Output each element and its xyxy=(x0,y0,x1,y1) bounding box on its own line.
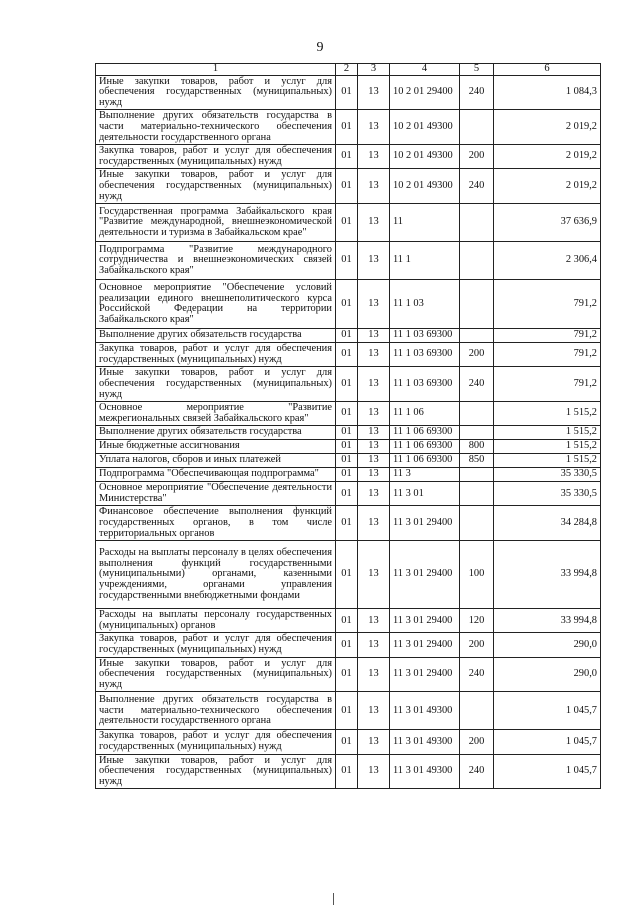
row-name-cell: Закупка товаров, работ и услуг для обеспечения государственных (муниципальных) нужд xyxy=(96,145,336,169)
row-name-cell: Иные закупки товаров, работ и услуг для обеспечения государственных (муниципальных) нужд xyxy=(96,754,336,789)
amount-cell: 1 084,3 xyxy=(494,75,601,110)
section-code-cell: 01 xyxy=(336,426,358,440)
row-name-cell: Выполнение других обязательств государства в части материально-технического обеспечения деятельности государственного органа xyxy=(96,110,336,145)
expense-type-cell xyxy=(460,110,494,145)
subsection-code-cell: 13 xyxy=(358,169,390,204)
table-row xyxy=(96,506,601,541)
column-header-section: 2 xyxy=(336,64,358,76)
target-article-cell: 11 1 03 69300 xyxy=(390,329,460,343)
target-article-cell: 11 xyxy=(390,204,460,242)
table-row xyxy=(96,633,601,657)
column-header-expense-type: 5 xyxy=(460,64,494,76)
subsection-code-cell: 13 xyxy=(358,468,390,482)
section-code-cell: 01 xyxy=(336,280,358,329)
section-code-cell: 01 xyxy=(336,329,358,343)
amount-cell: 1 045,7 xyxy=(494,754,601,789)
expense-type-cell xyxy=(460,280,494,329)
column-header-subsection: 3 xyxy=(358,64,390,76)
section-code-cell: 01 xyxy=(336,657,358,692)
row-name-cell: Выполнение других обязательств государства в части материально-технического обеспечения деятельности государственного органа xyxy=(96,692,336,730)
table-row xyxy=(96,730,601,754)
table-header-row xyxy=(96,64,601,76)
subsection-code-cell: 13 xyxy=(358,482,390,506)
subsection-code-cell: 13 xyxy=(358,426,390,440)
table-row xyxy=(96,75,601,110)
section-code-cell: 01 xyxy=(336,75,358,110)
expense-type-cell xyxy=(460,482,494,506)
subsection-code-cell: 13 xyxy=(358,204,390,242)
subsection-code-cell: 13 xyxy=(358,367,390,402)
column-header-name: 1 xyxy=(96,64,336,76)
section-code-cell: 01 xyxy=(336,110,358,145)
expense-type-cell: 240 xyxy=(460,75,494,110)
amount-cell: 2 019,2 xyxy=(494,145,601,169)
section-code-cell: 01 xyxy=(336,145,358,169)
subsection-code-cell: 13 xyxy=(358,541,390,609)
target-article-cell: 11 1 03 69300 xyxy=(390,367,460,402)
row-name-cell: Расходы на выплаты персоналу в целях обеспечения выполнения функций государственными (муниципальными) органами, казенными учреждениями, органами управления государственными внебюджетными фондами xyxy=(96,541,336,609)
table-row xyxy=(96,329,601,343)
expense-type-cell xyxy=(460,426,494,440)
row-name-cell: Финансовое обеспечение выполнения функций государственных органов, в том числе территориальных органов xyxy=(96,506,336,541)
table-row xyxy=(96,280,601,329)
section-code-cell: 01 xyxy=(336,242,358,280)
expense-type-cell: 200 xyxy=(460,145,494,169)
row-name-cell: Иные закупки товаров, работ и услуг для обеспечения государственных (муниципальных) нужд xyxy=(96,169,336,204)
row-name-cell: Расходы на выплаты персоналу государственных (муниципальных) органов xyxy=(96,609,336,633)
expense-type-cell xyxy=(460,468,494,482)
section-code-cell: 01 xyxy=(336,440,358,454)
page-number: 9 xyxy=(316,40,324,55)
section-code-cell: 01 xyxy=(336,692,358,730)
table-row xyxy=(96,657,601,692)
expense-type-cell: 850 xyxy=(460,454,494,468)
expense-type-cell xyxy=(460,506,494,541)
target-article-cell: 11 1 06 69300 xyxy=(390,440,460,454)
target-article-cell: 11 1 06 69300 xyxy=(390,426,460,440)
table-row xyxy=(96,454,601,468)
expense-type-cell: 800 xyxy=(460,440,494,454)
section-code-cell: 01 xyxy=(336,730,358,754)
expense-type-cell: 240 xyxy=(460,169,494,204)
row-name-cell: Подпрограмма "Обеспечивающая подпрограмма" xyxy=(96,468,336,482)
expense-type-cell xyxy=(460,204,494,242)
target-article-cell: 11 3 xyxy=(390,468,460,482)
target-article-cell: 11 3 01 29400 xyxy=(390,633,460,657)
table-row xyxy=(96,367,601,402)
subsection-code-cell: 13 xyxy=(358,454,390,468)
subsection-code-cell: 13 xyxy=(358,343,390,367)
expense-type-cell xyxy=(460,402,494,426)
section-code-cell: 01 xyxy=(336,754,358,789)
expense-type-cell: 240 xyxy=(460,754,494,789)
row-name-cell: Закупка товаров, работ и услуг для обеспечения государственных (муниципальных) нужд xyxy=(96,343,336,367)
subsection-code-cell: 13 xyxy=(358,242,390,280)
target-article-cell: 11 3 01 49300 xyxy=(390,730,460,754)
amount-cell: 290,0 xyxy=(494,633,601,657)
target-article-cell: 10 2 01 29400 xyxy=(390,75,460,110)
subsection-code-cell: 13 xyxy=(358,110,390,145)
amount-cell: 37 636,9 xyxy=(494,204,601,242)
target-article-cell: 11 1 06 xyxy=(390,402,460,426)
target-article-cell: 11 3 01 49300 xyxy=(390,754,460,789)
table-row xyxy=(96,110,601,145)
row-name-cell: Подпрограмма "Развитие международного сотрудничества и внешнеэкономических связей Забайкальского края" xyxy=(96,242,336,280)
amount-cell: 35 330,5 xyxy=(494,468,601,482)
amount-cell: 791,2 xyxy=(494,343,601,367)
row-name-cell: Выполнение других обязательств государства xyxy=(96,426,336,440)
subsection-code-cell: 13 xyxy=(358,145,390,169)
section-code-cell: 01 xyxy=(336,609,358,633)
section-code-cell: 01 xyxy=(336,482,358,506)
target-article-cell: 10 2 01 49300 xyxy=(390,145,460,169)
subsection-code-cell: 13 xyxy=(358,692,390,730)
row-name-cell: Иные бюджетные ассигнования xyxy=(96,440,336,454)
table-row xyxy=(96,204,601,242)
target-article-cell: 11 3 01 xyxy=(390,482,460,506)
amount-cell: 791,2 xyxy=(494,280,601,329)
amount-cell: 290,0 xyxy=(494,657,601,692)
subsection-code-cell: 13 xyxy=(358,75,390,110)
amount-cell: 33 994,8 xyxy=(494,541,601,609)
section-code-cell: 01 xyxy=(336,402,358,426)
expense-type-cell: 100 xyxy=(460,541,494,609)
expense-type-cell: 200 xyxy=(460,343,494,367)
target-article-cell: 11 1 03 xyxy=(390,280,460,329)
table-row xyxy=(96,242,601,280)
subsection-code-cell: 13 xyxy=(358,657,390,692)
subsection-code-cell: 13 xyxy=(358,633,390,657)
row-name-cell: Уплата налогов, сборов и иных платежей xyxy=(96,454,336,468)
section-code-cell: 01 xyxy=(336,169,358,204)
binding-mark xyxy=(333,893,334,905)
expense-type-cell: 240 xyxy=(460,657,494,692)
table-row xyxy=(96,402,601,426)
row-name-cell: Основное мероприятие "Обеспечение деятельности Министерства" xyxy=(96,482,336,506)
subsection-code-cell: 13 xyxy=(358,440,390,454)
amount-cell: 2 019,2 xyxy=(494,110,601,145)
table-row xyxy=(96,482,601,506)
subsection-code-cell: 13 xyxy=(358,506,390,541)
row-name-cell: Иные закупки товаров, работ и услуг для обеспечения государственных (муниципальных) нужд xyxy=(96,367,336,402)
column-header-amount: 6 xyxy=(494,64,601,76)
section-code-cell: 01 xyxy=(336,343,358,367)
amount-cell: 1 515,2 xyxy=(494,426,601,440)
expense-type-cell xyxy=(460,692,494,730)
section-code-cell: 01 xyxy=(336,633,358,657)
table-row xyxy=(96,692,601,730)
row-name-cell: Иные закупки товаров, работ и услуг для обеспечения государственных (муниципальных) нужд xyxy=(96,657,336,692)
section-code-cell: 01 xyxy=(336,468,358,482)
section-code-cell: 01 xyxy=(336,204,358,242)
section-code-cell: 01 xyxy=(336,367,358,402)
amount-cell: 1 515,2 xyxy=(494,440,601,454)
expense-type-cell: 200 xyxy=(460,633,494,657)
table-row xyxy=(96,541,601,609)
amount-cell: 1 045,7 xyxy=(494,692,601,730)
amount-cell: 1 515,2 xyxy=(494,402,601,426)
expense-type-cell: 120 xyxy=(460,609,494,633)
row-name-cell: Основное мероприятие "Развитие межрегиональных связей Забайкальского края" xyxy=(96,402,336,426)
subsection-code-cell: 13 xyxy=(358,280,390,329)
subsection-code-cell: 13 xyxy=(358,730,390,754)
amount-cell: 1 045,7 xyxy=(494,730,601,754)
target-article-cell: 11 3 01 29400 xyxy=(390,506,460,541)
column-header-target-article: 4 xyxy=(390,64,460,76)
target-article-cell: 11 3 01 29400 xyxy=(390,657,460,692)
target-article-cell: 11 1 06 69300 xyxy=(390,454,460,468)
subsection-code-cell: 13 xyxy=(358,329,390,343)
amount-cell: 35 330,5 xyxy=(494,482,601,506)
subsection-code-cell: 13 xyxy=(358,754,390,789)
target-article-cell: 10 2 01 49300 xyxy=(390,110,460,145)
target-article-cell: 11 3 01 29400 xyxy=(390,609,460,633)
table-row xyxy=(96,440,601,454)
table-row xyxy=(96,145,601,169)
row-name-cell: Иные закупки товаров, работ и услуг для обеспечения государственных (муниципальных) нужд xyxy=(96,75,336,110)
row-name-cell: Закупка товаров, работ и услуг для обеспечения государственных (муниципальных) нужд xyxy=(96,633,336,657)
amount-cell: 791,2 xyxy=(494,367,601,402)
expense-type-cell: 200 xyxy=(460,730,494,754)
expense-type-cell: 240 xyxy=(460,367,494,402)
target-article-cell: 11 3 01 29400 xyxy=(390,541,460,609)
row-name-cell: Закупка товаров, работ и услуг для обеспечения государственных (муниципальных) нужд xyxy=(96,730,336,754)
table-row xyxy=(96,169,601,204)
expense-type-cell xyxy=(460,242,494,280)
target-article-cell: 11 3 01 49300 xyxy=(390,692,460,730)
row-name-cell: Выполнение других обязательств государства xyxy=(96,329,336,343)
row-name-cell: Основное мероприятие "Обеспечение условий реализации единого внешнеполитического курса Российской Федерации на территории Забайкальского края" xyxy=(96,280,336,329)
table-row xyxy=(96,754,601,789)
amount-cell: 2 306,4 xyxy=(494,242,601,280)
subsection-code-cell: 13 xyxy=(358,609,390,633)
section-code-cell: 01 xyxy=(336,541,358,609)
table-row xyxy=(96,468,601,482)
target-article-cell: 10 2 01 49300 xyxy=(390,169,460,204)
amount-cell: 1 515,2 xyxy=(494,454,601,468)
subsection-code-cell: 13 xyxy=(358,402,390,426)
amount-cell: 2 019,2 xyxy=(494,169,601,204)
table-row xyxy=(96,343,601,367)
table-row xyxy=(96,426,601,440)
table-row xyxy=(96,609,601,633)
amount-cell: 33 994,8 xyxy=(494,609,601,633)
section-code-cell: 01 xyxy=(336,454,358,468)
section-code-cell: 01 xyxy=(336,506,358,541)
target-article-cell: 11 1 xyxy=(390,242,460,280)
budget-table xyxy=(95,63,601,789)
expense-type-cell xyxy=(460,329,494,343)
target-article-cell: 11 1 03 69300 xyxy=(390,343,460,367)
amount-cell: 791,2 xyxy=(494,329,601,343)
row-name-cell: Государственная программа Забайкальского края "Развитие международной, внешнеэкономической деятельности и туризма в Забайкальском крае" xyxy=(96,204,336,242)
amount-cell: 34 284,8 xyxy=(494,506,601,541)
